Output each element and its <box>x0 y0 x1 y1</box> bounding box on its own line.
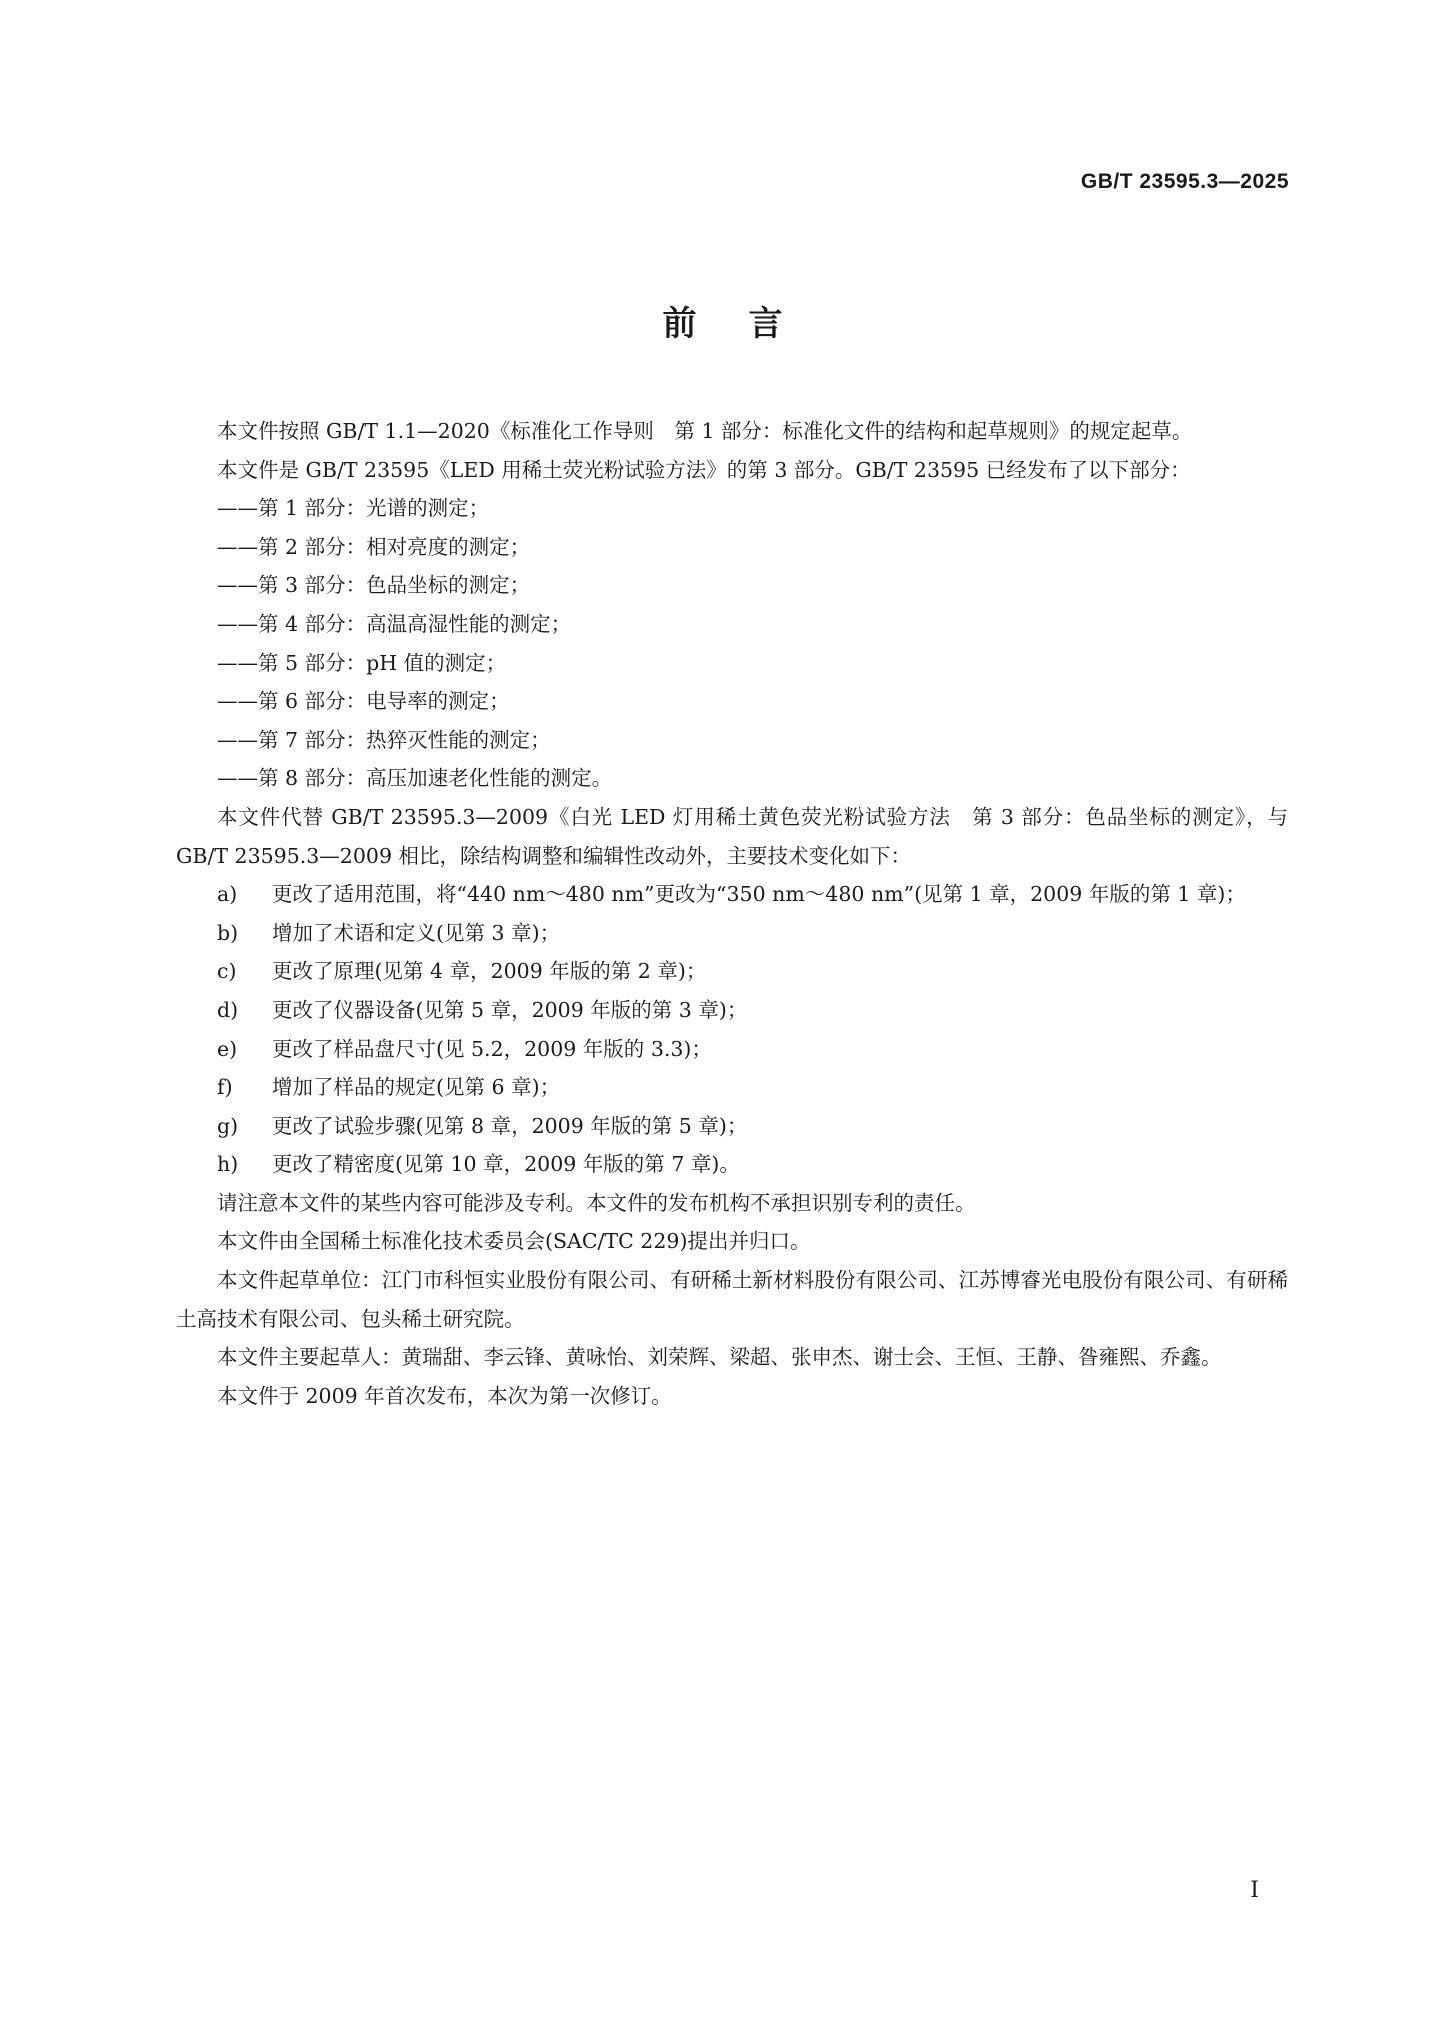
list-item: ——第 8 部分：高压加速老化性能的测定。 <box>217 766 613 791</box>
change-marker: e) <box>217 1036 238 1061</box>
change-item <box>176 1068 1288 1107</box>
list-item: ——第 2 部分：相对亮度的测定； <box>217 534 531 559</box>
change-text: 更改了仪器设备(见第 5 章，2009 年版的第 3 章)； <box>272 997 748 1022</box>
change-marker: f) <box>217 1075 233 1100</box>
change-item <box>176 914 1288 953</box>
list-item: ——第 7 部分：热猝灭性能的测定； <box>217 727 551 752</box>
paragraph-committee: 本文件由全国稀土标准化技术委员会(SAC/TC 229)提出并归口。 <box>217 1229 811 1254</box>
change-item <box>176 991 1288 1030</box>
change-marker: d) <box>217 997 239 1022</box>
list-item: ——第 1 部分：光谱的测定； <box>217 496 490 521</box>
change-item <box>176 1145 1288 1184</box>
change-marker: c) <box>217 959 237 984</box>
change-item <box>176 1107 1288 1146</box>
page-title: 前言 <box>662 304 835 344</box>
paragraph-replacement: 本文件代替 GB/T 23595.3—2009《白光 LED 灯用稀土黄色荧光粉试验方法 第 3 部分：色品坐标的测定》，与 GB/T 23595.3—2009 相比，除结构调整和编辑性改动外，主要技术变化如下： <box>176 804 1288 868</box>
paragraph-history: 本文件于 2009 年首次发布，本次为第一次修订。 <box>217 1383 672 1408</box>
change-text: 更改了试验步骤(见第 8 章，2009 年版的第 5 章)； <box>272 1113 748 1138</box>
change-marker: h) <box>217 1152 239 1177</box>
paragraph-series-intro: 本文件是 GB/T 23595《LED 用稀土荧光粉试验方法》的第 3 部分。GB/T 23595 已经发布了以下部分： <box>217 457 1191 482</box>
list-item: ——第 4 部分：高温高湿性能的测定； <box>217 611 572 636</box>
change-text: 更改了适用范围，将“440 nm～480 nm”更改为“350 nm～480 nm”(见第 1 章，2009 年版的第 1 章)； <box>272 882 1246 907</box>
paragraph-drafting-rules: 本文件按照 GB/T 1.1—2020《标准化工作导则 第 1 部分：标准化文件的结构和起草规则》的规定起草。 <box>217 419 1193 443</box>
paragraph-patent-notice: 请注意本文件的某些内容可能涉及专利。本文件的发布机构不承担识别专利的责任。 <box>217 1190 976 1215</box>
change-text: 更改了原理(见第 4 章，2009 年版的第 2 章)； <box>272 959 707 984</box>
change-marker: b) <box>217 920 239 945</box>
change-item <box>176 1030 1288 1069</box>
change-marker: a) <box>217 882 238 907</box>
change-item <box>176 875 1288 914</box>
change-text: 更改了样品盘尺寸(见 5.2，2009 年版的 3.3)； <box>272 1036 712 1061</box>
paragraph-drafting-units: 本文件起草单位：江门市科恒实业股份有限公司、有研稀土新材料股份有限公司、江苏博睿光电股份有限公司、有研稀土高技术有限公司、包头稀土研究院。 <box>176 1268 1288 1331</box>
change-text: 增加了样品的规定(见第 6 章)； <box>272 1075 561 1100</box>
change-text: 增加了术语和定义(见第 3 章)； <box>272 920 561 945</box>
list-item: ——第 3 部分：色品坐标的测定； <box>217 573 531 598</box>
change-item <box>176 952 1288 991</box>
list-item: ——第 6 部分：电导率的测定； <box>217 689 510 714</box>
change-marker: g) <box>217 1113 239 1138</box>
paragraph-drafters: 本文件主要起草人：黄瑞甜、李云锋、黄咏怡、刘荣辉、梁超、张申杰、谢士会、王恒、王静、昝雍熙、乔鑫。 <box>217 1345 1222 1370</box>
page-number: I <box>1250 1878 1259 1903</box>
change-text: 更改了精密度(见第 10 章，2009 年版的第 7 章)。 <box>272 1152 740 1177</box>
list-item: ——第 5 部分：pH 值的测定； <box>217 650 507 675</box>
document-code: GB/T 23595.3—2025 <box>1080 170 1289 193</box>
foreword-body <box>176 412 1288 1415</box>
